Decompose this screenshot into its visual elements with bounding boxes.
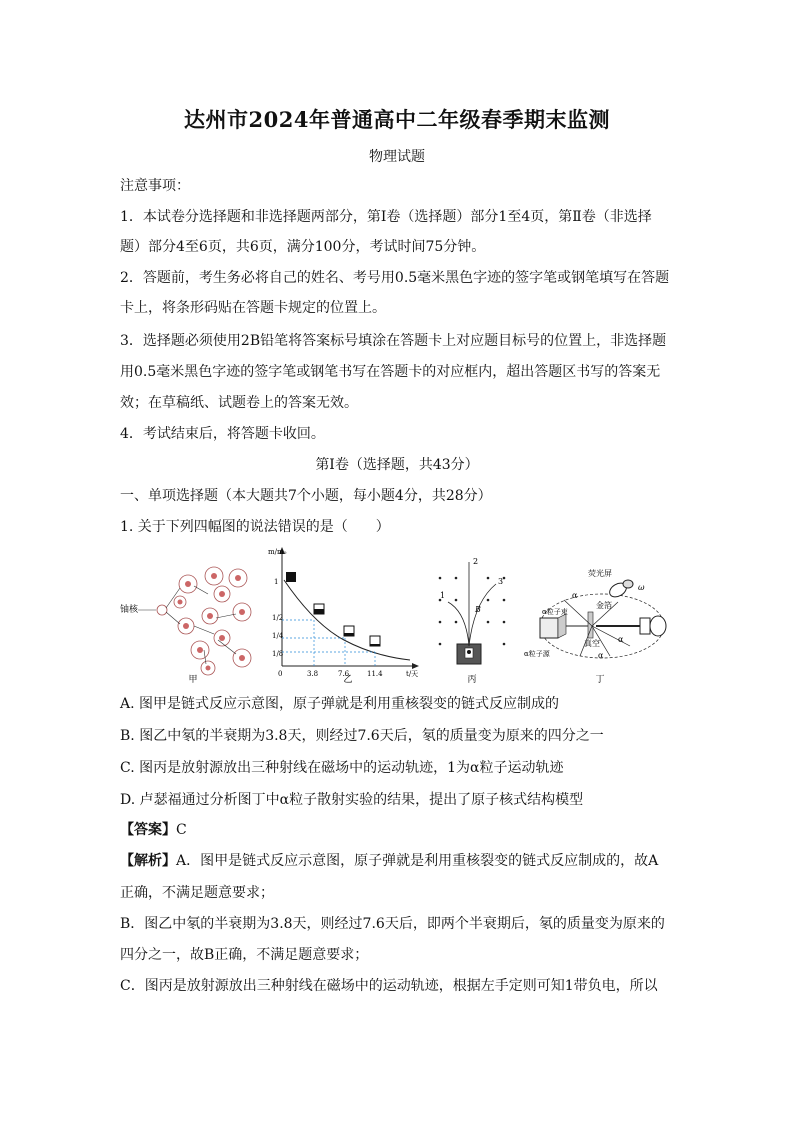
field-label: B bbox=[475, 605, 481, 614]
analysis-line: 正确，不满足题意要求； bbox=[120, 885, 274, 901]
option-a: A. 图甲是链式反应示意图，原子弹就是利用重核裂变的链式反应制成的 bbox=[120, 696, 560, 712]
figure-label-yi: 乙 bbox=[343, 675, 353, 684]
x-axis-label: t/天 bbox=[406, 670, 419, 678]
figure-svg bbox=[118, 542, 678, 684]
page-title: 达州市2024年普通高中二年级春季期末监测 bbox=[184, 107, 610, 132]
option-b: B. 图乙中氡的半衰期为3.8天，则经过7.6天后，氡的质量变为原来的四分之一 bbox=[120, 728, 604, 744]
page-subtitle: 物理试题 bbox=[369, 149, 425, 165]
answer-line bbox=[120, 820, 680, 840]
analysis-text: A．图甲是链式反应示意图，原子弹就是利用重核裂变的链式反应制成的，故A bbox=[176, 853, 659, 869]
figure-label-bing: 丙 bbox=[467, 675, 477, 684]
beam-label: α粒子束 bbox=[542, 608, 568, 616]
notice-line: 4．考试结束后，将答题卡收回。 bbox=[120, 426, 325, 442]
track-label: 3 bbox=[498, 577, 504, 586]
option-c: C. 图丙是放射源放出三种射线在磁场中的运动轨迹，1为α粒子运动轨迹 bbox=[120, 760, 564, 776]
notice-line: 3．选择题必须使用2B铅笔将答案标号填涂在答题卡上对应题目标号的位置上，非选择题 bbox=[120, 333, 667, 349]
notice-line: 2．答题前，考生务必将自己的姓名、考号用0.5毫米黑色字迹的签字笔或钢笔填写在答题 bbox=[120, 270, 670, 286]
screen-label: 荧光屏 bbox=[588, 569, 612, 578]
analysis-line: C．图丙是放射源放出三种射线在磁场中的运动轨迹，根据左手定则可知1带负电，所以 bbox=[120, 978, 658, 994]
track-label: 2 bbox=[473, 557, 479, 566]
vacuum-label: 真空 bbox=[584, 639, 600, 648]
source-label: α粒子源 bbox=[524, 650, 550, 658]
answer-value: C bbox=[176, 822, 187, 838]
option-d: D. 卢瑟福通过分析图丁中α粒子散射实验的结果，提出了原子核式结构模型 bbox=[120, 792, 584, 808]
x-tick: 11.4 bbox=[367, 670, 383, 678]
notice-heading: 注意事项： bbox=[120, 178, 190, 194]
notice-line: 题）部分4至6页，共6页，满分100分，考试时间75分钟。 bbox=[120, 239, 486, 255]
figure-label-jia: 甲 bbox=[188, 675, 198, 684]
y-tick: 1/2 bbox=[272, 614, 284, 622]
section-title: 第Ⅰ卷（选择题，共43分） bbox=[315, 457, 479, 473]
notice-line: 1．本试卷分选择题和非选择题两部分，第Ⅰ卷（选择题）部分1至4页，第Ⅱ卷（非选择 bbox=[120, 209, 652, 225]
y-tick: 1/8 bbox=[272, 650, 284, 658]
nucleus-label: 铀核 bbox=[120, 605, 139, 615]
omega-label: ω bbox=[638, 583, 645, 592]
notice-line: 卡上，将条形码贴在答题卡规定的位置上。 bbox=[120, 300, 386, 316]
y-tick: 1/4 bbox=[272, 632, 284, 640]
track-label: 1 bbox=[440, 591, 446, 600]
alpha-label: α bbox=[618, 635, 624, 644]
magnetic-tracks-diagram bbox=[439, 557, 506, 664]
notice-line: 用0.5毫米黑色字迹的签字笔或钢笔书写在答题卡的对应框内，超出答题区书写的答案无 bbox=[120, 364, 661, 380]
analysis-line: 四分之一，故B正确，不满足题意要求； bbox=[120, 947, 369, 963]
analysis-tag: 【解析】 bbox=[120, 853, 176, 869]
alpha-scattering-diagram bbox=[524, 568, 666, 660]
question-figure bbox=[118, 542, 678, 684]
notice-line: 效；在草稿纸、试题卷上的答案无效。 bbox=[120, 395, 358, 411]
y-tick: 1 bbox=[274, 578, 279, 586]
alpha-label: α bbox=[598, 651, 604, 660]
question-stem: 1. 关于下列四幅图的说法错误的是（ ） bbox=[120, 519, 390, 535]
x-tick: 3.8 bbox=[307, 670, 319, 678]
answer-tag: 【答案】 bbox=[120, 822, 176, 838]
alpha-label: α bbox=[572, 591, 578, 600]
foil-label: 金箔 bbox=[596, 601, 612, 610]
analysis-line bbox=[120, 851, 680, 871]
figure-label-ding: 丁 bbox=[595, 675, 605, 684]
y-axis-label: m/m₀ bbox=[268, 548, 287, 556]
x-tick: 7.6 bbox=[338, 670, 350, 678]
analysis-line: B．图乙中氡的半衰期为3.8天，则经过7.6天后，即两个半衰期后，氡的质量变为原来的 bbox=[120, 916, 665, 932]
x-tick: 0 bbox=[278, 670, 283, 678]
part-title: 一、单项选择题（本大题共7个小题，每小题4分，共28分） bbox=[120, 488, 492, 504]
chain-reaction-diagram bbox=[120, 567, 251, 675]
decay-curve-graph bbox=[268, 547, 419, 678]
